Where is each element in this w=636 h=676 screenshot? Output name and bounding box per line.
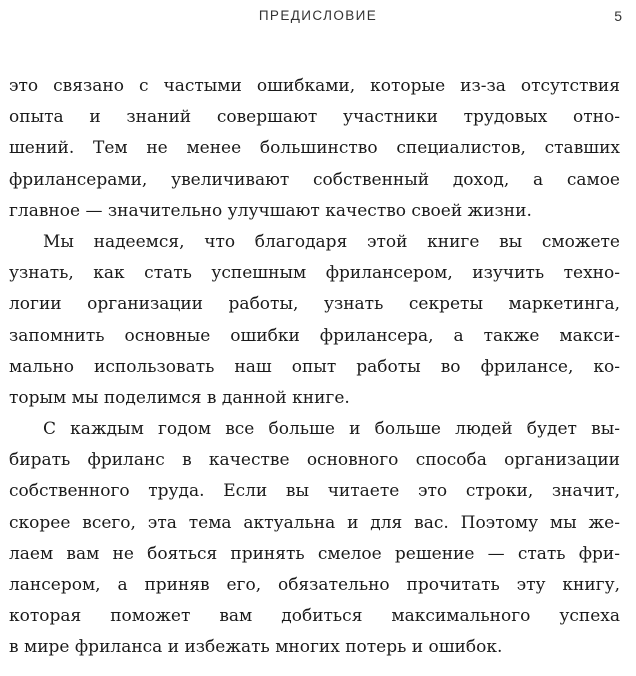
text-line: запомнить основные ошибки фрилансера, а также макси- [9,325,620,346]
running-head [0,8,636,28]
text-line: которая поможет вам добиться максимального успеха [9,606,620,627]
text-line: фрилансерами, увеличивают собственный доход, а самое [9,169,620,190]
paragraph-2 [9,227,620,414]
text-line: главное — значительно улучшают качество своей жизни. [9,200,532,221]
text-line: собственного труда. Если вы читаете это строки, значит, [9,481,620,502]
text-line: лаем вам не бояться принять смелое решение — стать фри- [9,543,620,564]
text-line: это связано с частыми ошибками, которые из-за отсутствия [9,76,620,96]
text-line: узнать, как стать успешным фрилансером, изучить техно- [9,263,620,284]
running-title: ПРЕДИСЛОВИЕ [258,8,378,23]
text-line: шений. Тем не менее большинство специалистов, ставших [9,138,620,159]
text-line: логии организации работы, узнать секреты маркетинга, [9,294,620,315]
text-line: в мире фриланса и избежать многих потерь и ошибок. [9,637,503,658]
paragraph-3 [9,414,620,664]
text-line: С каждым годом все больше и больше людей будет вы- [43,419,620,440]
text-line: скорее всего, эта тема актуальна и для вас. Поэтому мы же- [9,512,620,533]
text-line: опыта и знаний совершают участники трудовых отно- [9,107,620,128]
paragraph-1 [9,71,620,227]
page-body [9,71,620,664]
text-line: Мы надеемся, что благодаря этой книге вы сможете [43,231,620,252]
page-number: 5 [614,8,622,24]
text-line: лансером, а приняв его, обязательно прочитать эту книгу, [9,575,620,595]
text-line: мально использовать наш опыт работы во фрилансе, ко- [9,356,620,377]
text-line: торым мы поделимся в данной книге. [9,387,350,408]
text-line: бирать фриланс в качестве основного способа организации [9,450,620,471]
